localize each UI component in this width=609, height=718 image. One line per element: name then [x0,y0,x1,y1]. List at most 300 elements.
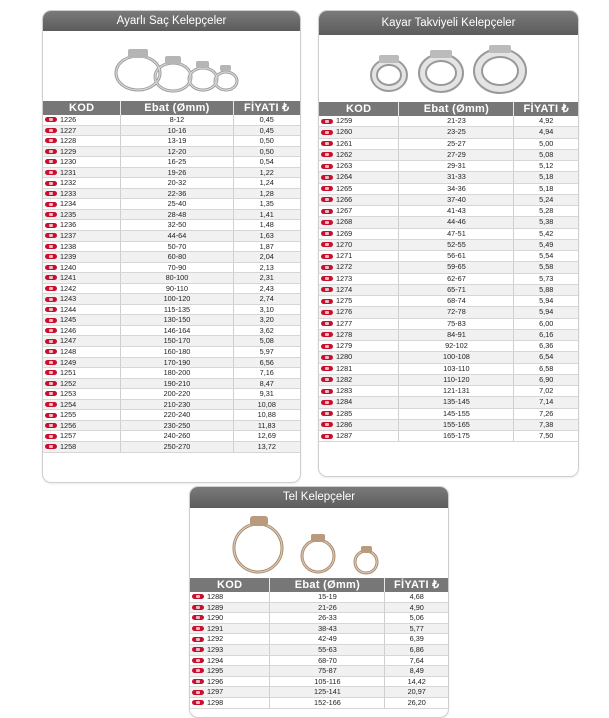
table-row [319,330,578,341]
fiyat-cell: 5,42 [539,228,554,238]
kod-cell [43,347,121,357]
ebat-cell: 103-110 [399,364,514,374]
fiyat-cell: 1,35 [259,199,274,209]
red-oval-logo-icon [45,244,57,249]
kod-cell [43,231,121,241]
red-oval-logo-icon [321,434,333,439]
ebat-cell: 110-120 [399,375,514,385]
kod-text: 1260 [336,127,353,137]
kod-text: 1262 [336,149,353,159]
kod-text: 1264 [336,172,353,182]
red-oval-logo-icon [45,318,57,323]
ebat-cell: 25-27 [399,139,514,149]
kod-text: 1253 [60,389,77,399]
kod-text: 1291 [207,623,224,633]
kod-text: 1294 [207,655,224,665]
kod-cell [43,147,121,157]
table-row [43,147,300,158]
red-oval-logo-icon [45,223,57,228]
red-oval-logo-icon [321,265,333,270]
kod-text: 1226 [60,115,77,124]
fiyat-cell: 7,26 [539,408,554,418]
fiyat-cell: 10,08 [257,399,276,409]
red-oval-logo-icon [45,413,57,418]
red-oval-logo-icon [45,391,57,396]
table-row [319,262,578,273]
table-row [319,341,578,352]
fiyat-cell: 11,83 [257,420,276,430]
ebat-cell: 90-110 [121,284,233,294]
kod-cell [43,136,121,146]
kod-text: 1241 [60,273,77,283]
table-row [319,240,578,251]
ebat-cell: 105-116 [270,677,385,687]
fiyat-cell: 5,97 [259,347,274,357]
red-oval-logo-icon [45,138,57,143]
red-oval-logo-icon [45,370,57,375]
ebat-cell: 75-87 [270,666,385,676]
table-row [43,136,300,147]
kod-cell [190,677,270,687]
kod-text: 1282 [336,374,353,384]
kod-text: 1283 [336,386,353,395]
product-image [190,508,448,578]
red-oval-logo-icon [45,202,57,207]
kod-text: 1274 [336,284,353,294]
kod-cell [190,656,270,666]
kod-cell [190,603,270,613]
kod-cell [319,420,399,430]
fiyat-cell: 5,88 [539,284,554,294]
fiyat-cell: 1,28 [259,188,274,198]
fiyat-cell: 5,77 [409,623,424,633]
table-row [43,220,300,231]
ebat-cell: 190-210 [121,379,233,389]
kod-cell [319,262,399,272]
kod-cell [319,206,399,216]
red-oval-logo-icon [45,402,57,407]
kod-text: 1231 [60,167,77,177]
fiyat-cell: 0,45 [259,115,274,124]
kod-cell [319,229,399,239]
kod-text: 1233 [60,188,77,198]
fiyat-cell: 3,62 [259,325,274,335]
product-image [43,31,300,101]
kod-cell [190,666,270,676]
kod-text: 1259 [336,116,353,125]
kod-cell [43,273,121,283]
kod-text: 1252 [60,378,77,388]
kod-text: 1266 [336,194,353,204]
red-oval-logo-icon [321,276,333,281]
kod-text: 1257 [60,431,77,441]
red-oval-logo-icon [45,360,57,365]
red-oval-logo-icon [45,349,57,354]
red-oval-logo-icon [321,164,333,169]
table-row [43,379,300,390]
col-kod-header: KOD [43,101,121,115]
table-row [319,139,578,150]
kod-cell [43,126,121,136]
kod-cell [43,326,121,336]
product-image [319,35,578,102]
red-oval-logo-icon [321,254,333,259]
fiyat-cell: 5,06 [409,613,424,623]
fiyat-cell: 2,43 [259,283,274,293]
table-row [43,126,300,137]
table-row [319,116,578,127]
kod-cell [319,184,399,194]
ebat-cell: 15-19 [270,592,385,602]
kod-text: 1269 [336,228,353,238]
table-row [43,168,300,179]
ebat-cell: 240-260 [121,431,233,441]
ebat-cell: 23-25 [399,127,514,137]
fiyat-cell: 8,49 [409,666,424,676]
kod-cell [43,294,121,304]
kod-text: 1290 [207,613,224,623]
ebat-cell: 180-200 [121,368,233,378]
fiyat-cell: 5,12 [539,161,554,170]
red-oval-logo-icon [45,339,57,344]
table-row [43,189,300,200]
red-oval-logo-icon [192,658,204,663]
ebat-cell: 200-220 [121,389,233,399]
col-kod-header: KOD [319,102,399,116]
kod-cell [319,296,399,306]
fiyat-cell: 5,58 [539,262,554,272]
table-row [190,656,448,667]
table-row [43,389,300,400]
ebat-cell: 22-36 [121,189,233,199]
fiyat-cell: 3,10 [259,304,274,314]
ebat-cell: 84-91 [399,330,514,340]
kod-cell [319,397,399,407]
ebat-cell: 170-190 [121,358,233,368]
kod-cell [319,285,399,295]
table-row [319,285,578,296]
ebat-cell: 44-64 [121,231,233,241]
col-fiyat-header: FİYATI ₺ [523,103,569,115]
col-fiyat-header: FİYATI ₺ [394,579,440,591]
fiyat-cell: 2,13 [259,262,274,272]
table-row [319,150,578,161]
red-oval-logo-icon [321,175,333,180]
fiyat-cell: 6,58 [539,363,554,373]
fiyat-cell: 0,45 [259,125,274,135]
table-row [319,364,578,375]
ebat-cell: 56-61 [399,251,514,261]
ebat-cell: 60-80 [121,252,233,262]
table-card-kayar [318,10,579,477]
red-oval-logo-icon [321,186,333,191]
fiyat-cell: 6,00 [539,318,554,328]
red-oval-logo-icon [45,149,57,154]
kod-cell [43,220,121,230]
kod-text: 1249 [60,357,77,367]
fiyat-cell: 5,00 [539,138,554,148]
ebat-cell: 125-141 [270,687,385,697]
ebat-cell: 145-155 [399,409,514,419]
ebat-cell: 12-20 [121,147,233,157]
kod-text: 1245 [60,315,77,325]
fiyat-cell: 0,50 [259,136,274,146]
red-oval-logo-icon [192,605,204,610]
ebat-cell: 75-83 [399,319,514,329]
ebat-cell: 16-25 [121,157,233,167]
red-oval-logo-icon [321,310,333,315]
kod-cell [319,274,399,284]
fiyat-cell: 6,86 [409,644,424,654]
red-oval-logo-icon [321,366,333,371]
ebat-cell: 100-108 [399,352,514,362]
red-oval-logo-icon [45,254,57,259]
kod-text: 1261 [336,138,353,148]
red-oval-logo-icon [45,297,57,302]
kod-cell [43,189,121,199]
kod-cell [43,210,121,220]
kod-text: 1280 [336,352,353,362]
card-title: Tel Kelepçeler [190,487,448,508]
kod-cell [319,409,399,419]
red-oval-logo-icon [321,287,333,292]
kod-cell [190,592,270,602]
kod-text: 1298 [207,697,224,707]
table-row [319,184,578,195]
red-oval-logo-icon [45,444,57,449]
table-row [43,421,300,432]
kod-cell [43,115,121,125]
col-ebat-header: Ebat (Ømm) [399,102,514,116]
kod-text: 1275 [336,296,353,305]
kod-cell [43,400,121,410]
table-row [319,319,578,330]
kod-text: 1251 [60,368,77,378]
table-header [190,578,448,592]
table-row [43,442,300,453]
kod-cell [43,157,121,167]
ebat-cell: 26-33 [270,613,385,623]
red-oval-logo-icon [321,332,333,337]
fiyat-cell: 14,42 [407,676,426,686]
table-row [43,252,300,263]
fiyat-cell: 7,16 [259,368,274,378]
kod-cell [319,352,399,362]
table-row [190,698,448,709]
table-row [319,352,578,363]
table-row [319,296,578,307]
kod-text: 1255 [60,410,77,420]
ebat-cell: 28-48 [121,210,233,220]
kod-text: 1285 [336,408,353,418]
ebat-cell: 92-102 [399,341,514,351]
kod-cell [190,624,270,634]
kod-cell [319,386,399,396]
ebat-cell: 31-33 [399,172,514,182]
table-row [190,634,448,645]
ebat-cell: 70-90 [121,263,233,273]
ebat-cell: 27-29 [399,150,514,160]
table-row [43,431,300,442]
table-row [319,431,578,442]
kod-cell [190,613,270,623]
red-oval-logo-icon [321,242,333,247]
red-oval-logo-icon [321,220,333,225]
kod-cell [43,168,121,178]
red-oval-logo-icon [192,594,204,599]
table-body [190,592,448,709]
col-ebat-header: Ebat (Ømm) [121,101,233,115]
kod-text: 1263 [336,161,353,170]
table-row [43,326,300,337]
ebat-cell: 8-12 [121,115,233,125]
kod-cell [319,150,399,160]
ebat-cell: 152-166 [270,698,385,708]
ebat-cell: 210-230 [121,400,233,410]
ebat-cell: 146-164 [121,326,233,336]
fiyat-cell: 2,74 [259,294,274,304]
ebat-cell: 20-32 [121,178,233,188]
kod-text: 1287 [336,431,353,440]
ebat-cell: 135-145 [399,397,514,407]
fiyat-cell: 1,22 [259,167,274,177]
ebat-cell: 121-131 [399,386,514,396]
fiyat-cell: 5,28 [539,206,554,215]
red-oval-logo-icon [192,668,204,673]
fiyat-cell: 7,64 [409,655,424,665]
kod-cell [319,127,399,137]
red-oval-logo-icon [321,119,333,124]
kod-cell [319,172,399,182]
kod-cell [319,330,399,340]
ebat-cell: 68-74 [399,296,514,306]
fiyat-cell: 5,94 [539,296,554,305]
kod-text: 1270 [336,239,353,249]
kod-cell [43,263,121,273]
fiyat-cell: 10,88 [257,410,276,420]
ebat-cell: 150-170 [121,336,233,346]
kod-cell [43,442,121,452]
col-ebat-header: Ebat (Ømm) [270,578,385,592]
ebat-cell: 59-65 [399,262,514,272]
card-title: Kayar Takviyeli Kelepçeler [319,11,578,35]
fiyat-cell: 5,94 [539,307,554,317]
table-row [43,263,300,274]
kod-text: 1239 [60,252,77,262]
red-oval-logo-icon [192,679,204,684]
kod-cell [319,341,399,351]
table-row [319,397,578,408]
col-fiyat-header: FİYATI ₺ [244,102,290,114]
table-body [43,115,300,453]
kod-cell [319,319,399,329]
fiyat-cell: 5,08 [259,336,274,346]
kod-text: 1267 [336,206,353,215]
table-row [319,172,578,183]
red-oval-logo-icon [45,423,57,428]
ebat-cell: 21-26 [270,603,385,613]
kod-cell [190,645,270,655]
red-oval-logo-icon [321,377,333,382]
table-row [43,115,300,126]
fiyat-cell: 12,69 [257,431,276,441]
kod-text: 1230 [60,157,77,167]
kod-text: 1293 [207,644,224,654]
ebat-cell: 130-150 [121,315,233,325]
table-row [319,274,578,285]
fiyat-cell: 4,68 [409,592,424,601]
table-row [43,410,300,421]
kod-cell [43,358,121,368]
table-row [190,677,448,688]
ebat-cell: 41-43 [399,206,514,216]
table-body [319,116,578,442]
kod-text: 1229 [60,146,77,156]
fiyat-cell: 5,08 [539,149,554,159]
red-oval-logo-icon [45,181,57,186]
red-oval-logo-icon [321,197,333,202]
fiyat-cell: 7,14 [539,397,554,407]
red-oval-logo-icon [321,209,333,214]
kod-cell [43,431,121,441]
fiyat-cell: 6,16 [539,329,554,339]
ebat-cell: 160-180 [121,347,233,357]
fiyat-cell: 1,24 [259,178,274,188]
red-oval-logo-icon [321,411,333,416]
kod-text: 1271 [336,251,353,260]
table-row [43,157,300,168]
table-row [190,666,448,677]
kod-text: 1256 [60,420,77,430]
ebat-cell: 25-40 [121,199,233,209]
red-oval-logo-icon [45,159,57,164]
fiyat-cell: 6,90 [539,374,554,384]
kod-cell [319,251,399,261]
table-row [43,358,300,369]
kod-text: 1228 [60,136,77,146]
table-row [190,687,448,698]
ebat-cell: 34-36 [399,184,514,194]
ebat-cell: 80-100 [121,273,233,283]
table-row [319,195,578,206]
red-oval-logo-icon [45,265,57,270]
red-oval-logo-icon [321,231,333,236]
ebat-cell: 38-43 [270,624,385,634]
red-oval-logo-icon [45,328,57,333]
kod-text: 1292 [207,634,224,644]
table-row [319,217,578,228]
table-row [43,199,300,210]
ebat-cell: 72-78 [399,307,514,317]
fiyat-cell: 6,36 [539,341,554,350]
fiyat-cell: 8,47 [259,378,274,388]
kod-cell [43,178,121,188]
red-oval-logo-icon [321,355,333,360]
table-row [43,273,300,284]
kod-text: 1268 [336,217,353,227]
kod-cell [43,379,121,389]
kod-cell [319,217,399,227]
kod-text: 1243 [60,294,77,304]
ebat-cell: 50-70 [121,242,233,252]
fiyat-cell: 7,38 [539,419,554,429]
red-oval-logo-icon [321,141,333,146]
fiyat-cell: 5,49 [539,239,554,249]
ebat-cell: 250-270 [121,442,233,452]
table-row [319,229,578,240]
red-oval-logo-icon [45,275,57,280]
ebat-cell: 13-19 [121,136,233,146]
